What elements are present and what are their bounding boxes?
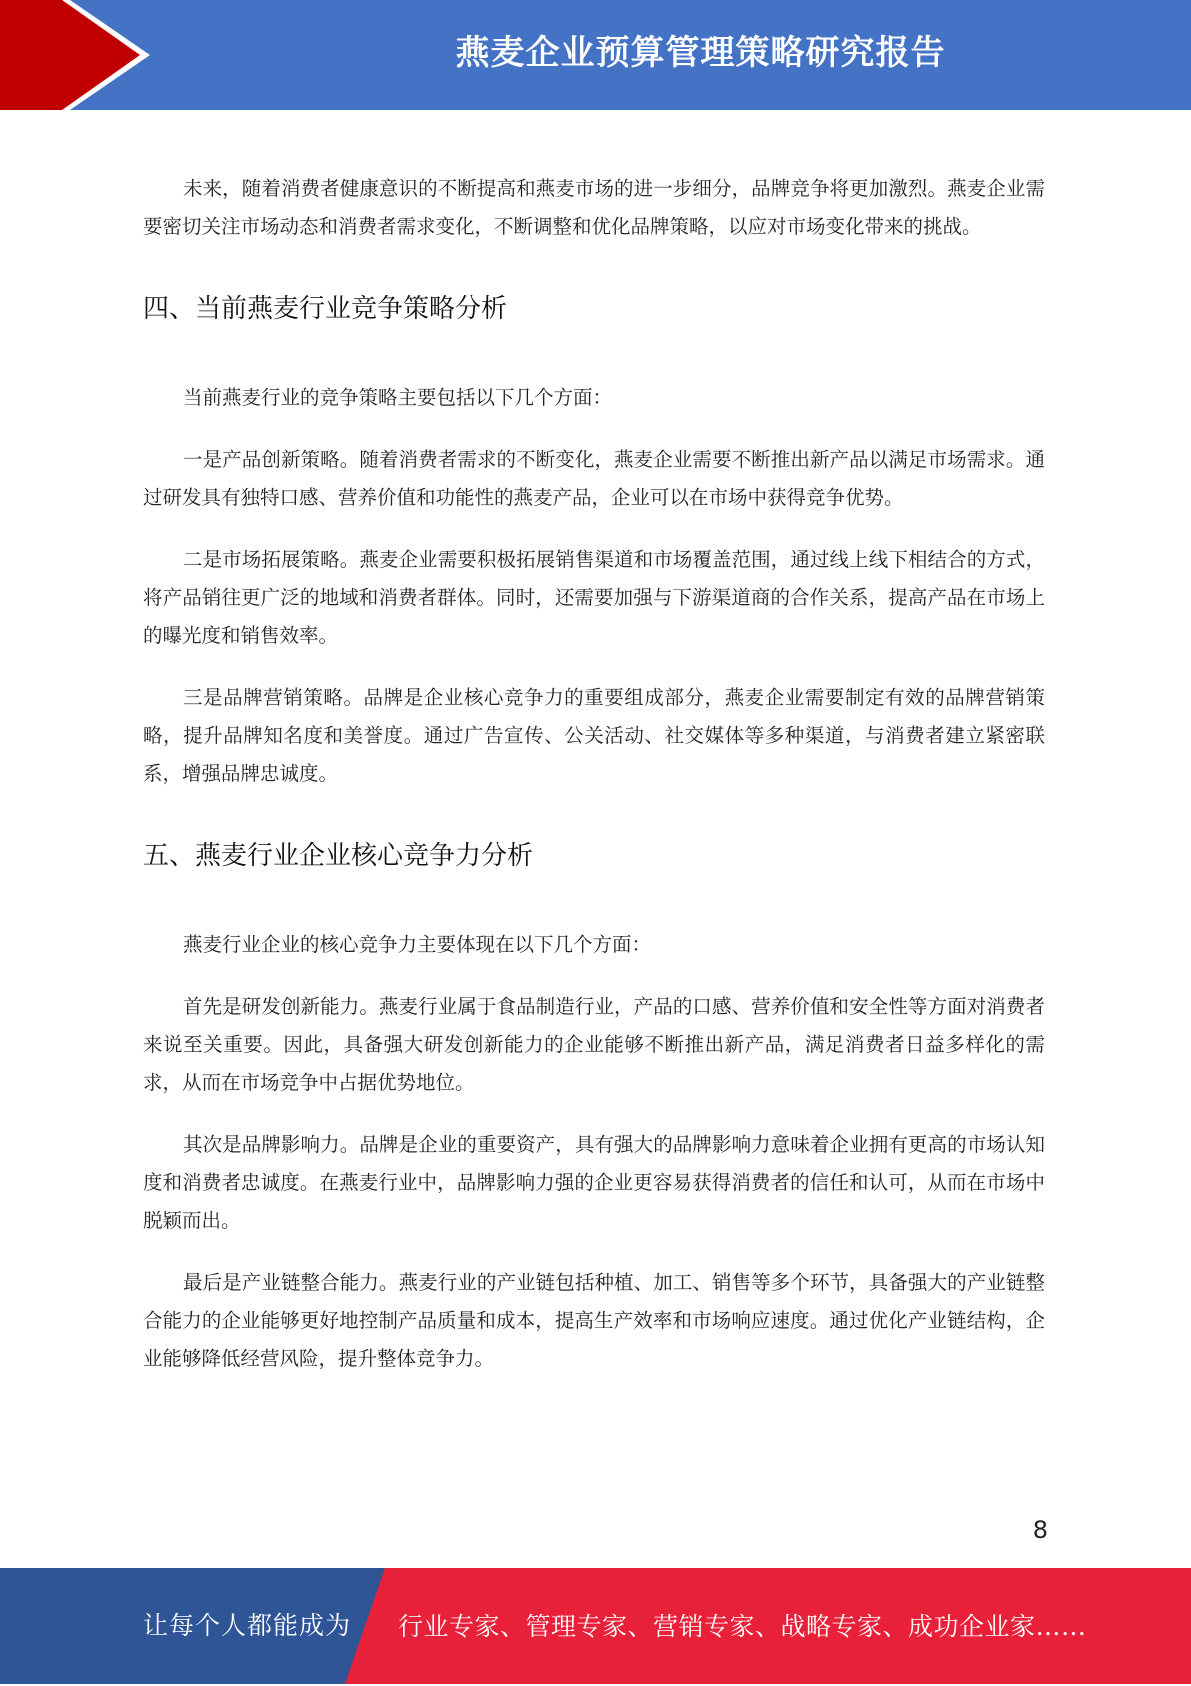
paragraph-competence-overview: 燕麦行业企业的核心竞争力主要体现在以下几个方面： [183,933,652,956]
document-body [143,170,1045,1378]
footer-slogan-right: 行业专家、管理专家、营销专家、战略专家、成功企业家…… [398,1612,1087,1641]
paragraph-strategy-overview: 当前燕麦行业的竞争策略主要包括以下几个方面： [183,386,613,409]
footer-slogan-left: 让每个人都能成为 [143,1611,352,1640]
document-title: 燕麦企业预算管理策略研究报告 [455,33,946,73]
paragraph-brand-influence: 其次是品牌影响力。品牌是企业的重要资产，具有强大的品牌影响力意味着企业拥有更高的市场认知度和消费者忠诚度。在燕麦行业中，品牌影响力强的企业更容易获得消费者的信任和认可，从而在市场中脱颖而出。 [143,1133,1045,1232]
section-heading-4: 四、当前燕麦行业竞争策略分析 [143,294,508,324]
paragraph-intro: 未来，随着消费者健康意识的不断提高和燕麦市场的进一步细分，品牌竞争将更加激烈。燕麦企业需要密切关注市场动态和消费者需求变化，不断调整和优化品牌策略，以应对市场变化带来的挑战。 [143,177,1045,238]
footer-banner [0,1568,1191,1684]
paragraph-product-innovation: 一是产品创新策略。随着消费者需求的不断变化，燕麦企业需要不断推出新产品以满足市场需求。通过研发具有独特口感、营养价值和功能性的燕麦产品，企业可以在市场中获得竞争优势。 [143,448,1045,509]
paragraph-brand-marketing: 三是品牌营销策略。品牌是企业核心竞争力的重要组成部分，燕麦企业需要制定有效的品牌营销策略，提升品牌知名度和美誉度。通过广告宣传、公关活动、社交媒体等多种渠道，与消费者建立紧密联系，增强品牌忠诚度。 [143,686,1045,785]
paragraph-industry-chain: 最后是产业链整合能力。燕麦行业的产业链包括种植、加工、销售等多个环节，具备强大的产业链整合能力的企业能够更好地控制产品质量和成本，提高生产效率和市场响应速度。通过优化产业链结构，企业能够降低经营风险，提升整体竞争力。 [143,1271,1045,1370]
page-number: 8 [1032,1516,1048,1544]
header-banner [0,0,1191,110]
section-heading-5: 五、燕麦行业企业核心竞争力分析 [143,841,534,871]
paragraph-market-expansion: 二是市场拓展策略。燕麦企业需要积极拓展销售渠道和市场覆盖范围，通过线上线下相结合的方式，将产品销往更广泛的地域和消费者群体。同时，还需要加强与下游渠道商的合作关系，提高产品在市场上的曝光度和销售效率。 [143,548,1045,647]
paragraph-rd-capability: 首先是研发创新能力。燕麦行业属于食品制造行业，产品的口感、营养价值和安全性等方面对消费者来说至关重要。因此，具备强大研发创新能力的企业能够不断推出新产品，满足消费者日益多样化的需求，从而在市场竞争中占据优势地位。 [143,995,1045,1094]
